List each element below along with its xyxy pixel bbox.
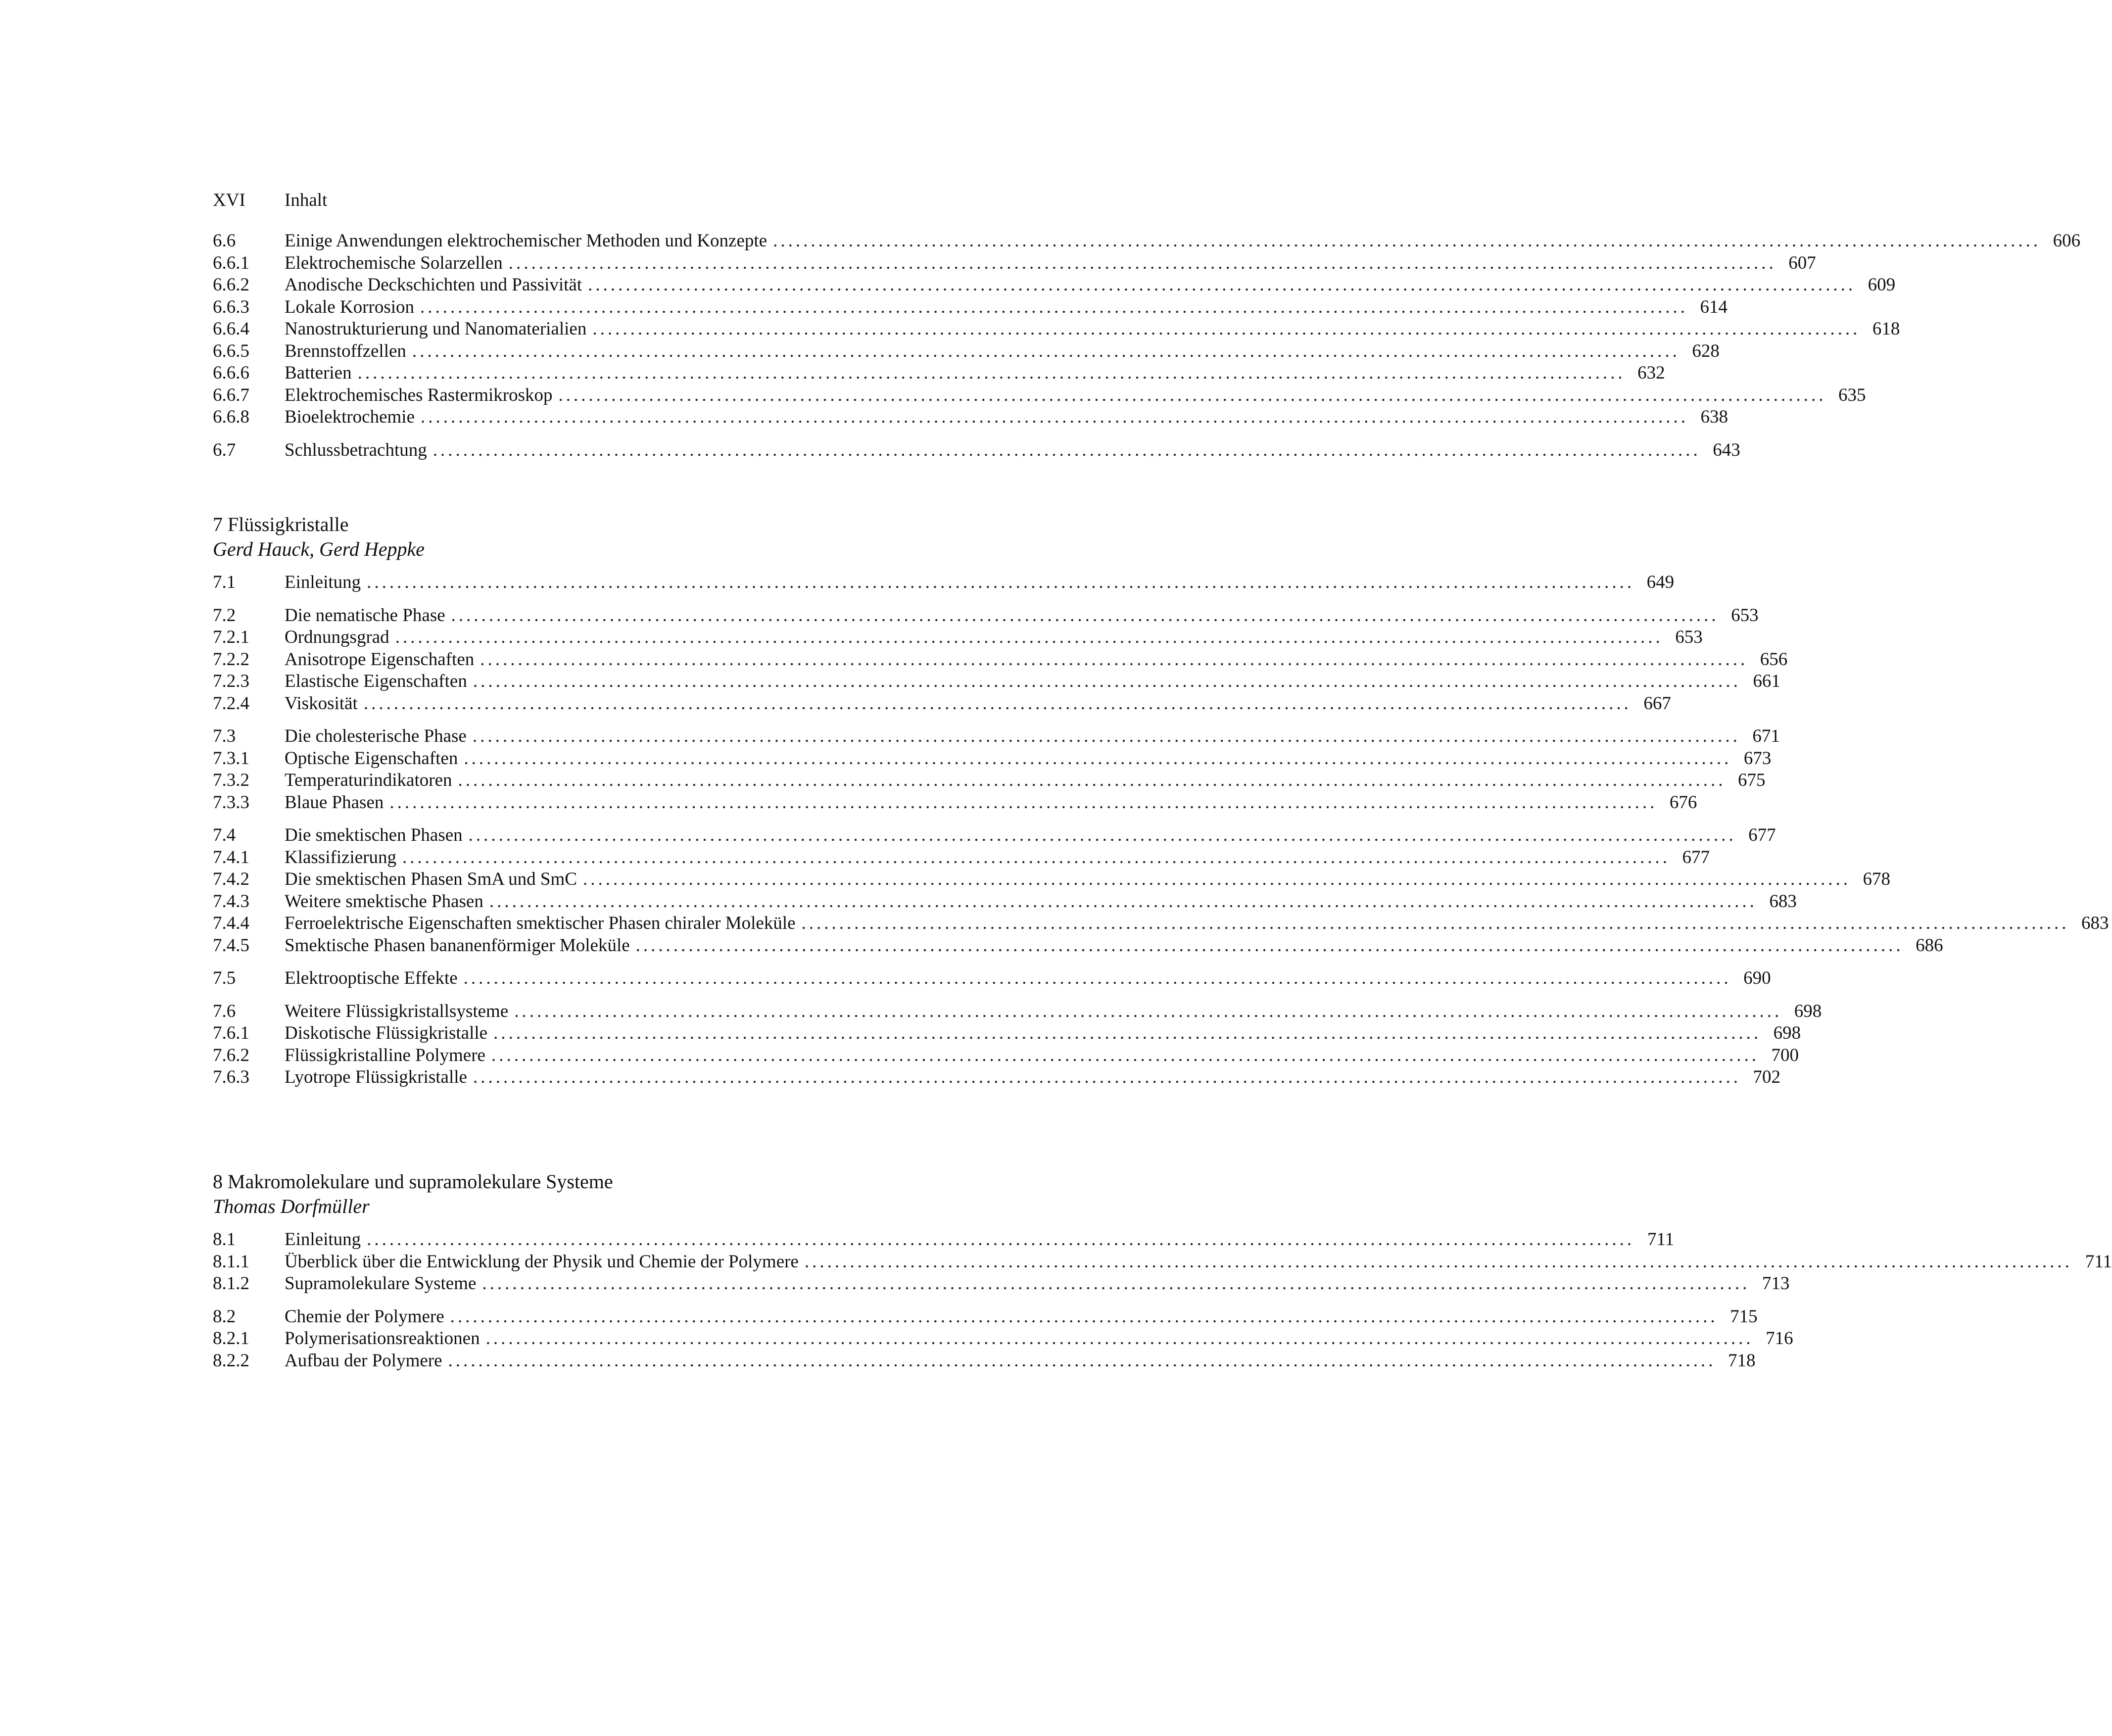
toc-entry: [213, 1001, 1822, 1023]
entry-number: 7.2: [213, 605, 236, 626]
entry-title: Lokale Korrosion: [285, 296, 415, 317]
entry-title: Die smektischen Phasen: [285, 825, 463, 845]
entry-page: 661: [1753, 671, 1780, 691]
entry-page: 635: [1838, 385, 1866, 405]
entry-number: 7.2.3: [213, 671, 249, 691]
toc-entry: [213, 868, 1890, 891]
entry-title: Die nematische Phase: [285, 605, 445, 626]
dot-leader: ........................................................................................................................................................................: [395, 627, 1663, 647]
entry-title: Weitere Flüssigkristallsysteme: [285, 1001, 509, 1021]
entry-title: Schlussbetrachtung: [285, 439, 427, 460]
dot-leader: ........................................................................................................................................................................: [473, 671, 1741, 691]
dot-leader: ........................................................................................................................................................................: [801, 913, 2069, 933]
dot-leader: ........................................................................................................................................................................: [582, 869, 1851, 889]
entry-page: 677: [1682, 847, 1710, 868]
entry-page: 686: [1916, 935, 1943, 956]
entry-number: 7.1: [213, 572, 236, 592]
entry-number: 7.2.2: [213, 649, 249, 670]
entry-title: Elektrooptische Effekte: [285, 968, 458, 988]
dot-leader: ........................................................................................................................................................................: [363, 693, 1632, 714]
dot-leader: ........................................................................................................................................................................: [804, 1251, 2072, 1272]
entry-title: Einleitung: [285, 1229, 361, 1250]
toc-entry: [213, 252, 1816, 275]
dot-leader: ........................................................................................................................................................................: [482, 1273, 1750, 1294]
dot-leader: ........................................................................................................................................................................: [592, 319, 1861, 339]
entry-number: 7.2.1: [213, 627, 249, 647]
toc-entry: [213, 572, 1675, 594]
entry-title: Weitere smektische Phasen: [285, 891, 483, 912]
entry-number: 7.6.3: [213, 1067, 249, 1087]
entry-title: Einige Anwendungen elektrochemischer Methoden und Konzepte: [285, 231, 768, 251]
entry-number: 8.1.1: [213, 1251, 249, 1272]
dot-leader: ........................................................................................................................................................................: [448, 1350, 1716, 1371]
entry-page: 690: [1743, 968, 1771, 988]
chapter-title: 8 Makromolekulare und supramolekulare Systeme: [213, 1170, 613, 1193]
dot-leader: ........................................................................................................................................................................: [451, 605, 1719, 626]
entry-title: Supramolekulare Systeme: [285, 1273, 477, 1294]
entry-number: 8.1: [213, 1229, 236, 1250]
entry-title: Anodische Deckschichten und Passivität: [285, 275, 582, 295]
toc-entry: [213, 1022, 1801, 1045]
entry-page: 607: [1788, 252, 1816, 273]
dot-leader: ........................................................................................................................................................................: [558, 385, 1826, 405]
entry-number: 6.6.3: [213, 296, 249, 317]
entry-number: 7.3: [213, 726, 236, 746]
toc-entry: [213, 847, 1710, 869]
entry-number: 7.6.1: [213, 1023, 249, 1043]
toc-entry: [213, 824, 1776, 847]
toc-entry: [213, 274, 1896, 296]
toc-entry: [213, 318, 1900, 340]
dot-leader: ........................................................................................................................................................................: [472, 726, 1740, 746]
dot-leader: ........................................................................................................................................................................: [463, 968, 1731, 988]
entry-page: 676: [1669, 792, 1697, 813]
toc-entry: [213, 340, 1720, 363]
entry-page: 698: [1794, 1001, 1822, 1021]
entry-page: 702: [1753, 1067, 1780, 1087]
entry-title: Temperaturindikatoren: [285, 770, 452, 790]
entry-page: 667: [1643, 693, 1671, 714]
dot-leader: ........................................................................................................................................................................: [458, 770, 1726, 790]
entry-number: 6.6.1: [213, 252, 249, 273]
toc-entry: [213, 1045, 1799, 1067]
entry-number: 7.6: [213, 1001, 236, 1021]
toc-entry: [213, 967, 1771, 990]
chapter-authors: Thomas Dorfmüller: [213, 1195, 370, 1217]
entry-number: 7.4.4: [213, 913, 249, 933]
entry-title: Smektische Phasen bananenförmiger Moleküle: [285, 935, 630, 956]
entry-title: Viskosität: [285, 693, 358, 714]
toc-chapter-8: [213, 1169, 2112, 1372]
chapter-title: 7 Flüssigkristalle: [213, 513, 349, 535]
entry-page: 683: [1769, 891, 1797, 912]
entry-title: Diskotische Flüssigkristalle: [285, 1023, 488, 1043]
toc-entry: [213, 1328, 1793, 1350]
toc-entry: [213, 439, 1740, 462]
entry-title: Die cholesterische Phase: [285, 726, 467, 746]
entry-title: Elektrochemisches Rastermikroskop: [285, 385, 553, 405]
dot-leader: ........................................................................................................................................................................: [412, 340, 1680, 361]
entry-number: 7.4.1: [213, 847, 249, 868]
entry-title: Ordnungsgrad: [285, 627, 389, 647]
toc-entry: [213, 935, 1943, 957]
entry-page: 716: [1766, 1328, 1793, 1349]
dot-leader: ........................................................................................................................................................................: [485, 1328, 1754, 1349]
entry-page: 614: [1700, 296, 1728, 317]
entry-title: Überblick über die Entwicklung der Physik und Chemie der Polymere: [285, 1251, 799, 1272]
toc-entry: [213, 627, 1703, 649]
entry-page: 673: [1743, 748, 1772, 769]
entry-page: 653: [1675, 627, 1703, 647]
entry-title: Elastische Eigenschaften: [285, 671, 467, 691]
dot-leader: ........................................................................................................................................................................: [493, 1023, 1762, 1043]
toc-entry: [213, 770, 1766, 792]
entry-number: 7.6.2: [213, 1045, 249, 1065]
toc-entry: [213, 1066, 1780, 1089]
entry-number: 8.2: [213, 1306, 236, 1327]
entry-title: Polymerisationsreaktionen: [285, 1328, 480, 1349]
toc-entry: [213, 1350, 1756, 1372]
toc-entry: [213, 913, 2109, 935]
entry-page: 656: [1760, 649, 1788, 670]
toc-entry: [213, 649, 1788, 671]
entry-page: 649: [1646, 572, 1675, 592]
entry-number: 7.2.4: [213, 693, 249, 714]
running-title: Inhalt: [285, 190, 328, 210]
entry-title: Flüssigkristalline Polymere: [285, 1045, 485, 1065]
entry-page: 638: [1700, 407, 1728, 427]
entry-number: 7.3.2: [213, 770, 249, 790]
entry-page: 671: [1752, 726, 1780, 746]
entry-page: 715: [1730, 1306, 1758, 1327]
dot-leader: ........................................................................................................................................................................: [357, 363, 1626, 383]
toc-entry: [213, 725, 1780, 748]
entry-page: 632: [1637, 363, 1665, 383]
entry-title: Nanostrukturierung und Nanomaterialien: [285, 319, 587, 339]
entry-number: 8.2.1: [213, 1328, 249, 1349]
entry-number: 7.4: [213, 825, 236, 845]
dot-leader: ........................................................................................................................................................................: [491, 1045, 1759, 1065]
entry-number: 6.6.2: [213, 275, 249, 295]
entry-title: Klassifizierung: [285, 847, 397, 868]
page-number: XVI: [213, 190, 245, 210]
toc-entry: [213, 605, 1759, 627]
chapter-authors: Gerd Hauck, Gerd Heppke: [213, 538, 425, 560]
toc-entry: [213, 296, 1728, 319]
dot-leader: ........................................................................................................................................................................: [432, 439, 1701, 460]
toc-entry: [213, 792, 1697, 814]
entry-page: 618: [1872, 319, 1900, 339]
entry-page: 683: [2081, 913, 2109, 933]
dot-leader: ........................................................................................................................................................................: [480, 649, 1748, 670]
entry-page: 643: [1713, 439, 1740, 460]
entry-page: 698: [1773, 1023, 1801, 1043]
entry-number: 8.1.2: [213, 1273, 249, 1294]
entry-title: Blaue Phasen: [285, 792, 384, 813]
entry-page: 677: [1748, 825, 1776, 845]
entry-title: Optische Eigenschaften: [285, 748, 458, 769]
entry-title: Batterien: [285, 363, 352, 383]
dot-leader: ........................................................................................................................................................................: [389, 792, 1658, 813]
dot-leader: ........................................................................................................................................................................: [402, 847, 1671, 868]
dot-leader: ........................................................................................................................................................................: [420, 296, 1688, 317]
dot-leader: ........................................................................................................................................................................: [635, 935, 1904, 956]
entry-number: 7.4.2: [213, 869, 249, 889]
toc-entry: [213, 748, 1772, 770]
entry-page: 713: [1762, 1273, 1790, 1294]
toc-section-6: [213, 230, 2081, 461]
entry-number: 7.4.5: [213, 935, 249, 956]
toc-entry: [213, 1229, 1675, 1251]
entry-page: 675: [1738, 770, 1766, 790]
dot-leader: ........................................................................................................................................................................: [450, 1306, 1718, 1327]
entry-page: 609: [1868, 275, 1896, 295]
toc-entry: [213, 1306, 1758, 1328]
entry-title: Lyotrope Flüssigkristalle: [285, 1067, 467, 1087]
toc-entry: [213, 1251, 2112, 1273]
entry-number: 6.6.4: [213, 319, 249, 339]
entry-title: Chemie der Polymere: [285, 1306, 444, 1327]
dot-leader: ........................................................................................................................................................................: [367, 572, 1635, 592]
entry-page: 700: [1771, 1045, 1799, 1065]
entry-title: Anisotrope Eigenschaften: [285, 649, 475, 670]
entry-number: 6.6.7: [213, 385, 249, 405]
toc-entry: [213, 230, 2081, 252]
entry-number: 6.6.6: [213, 363, 249, 383]
entry-number: 6.6.5: [213, 340, 249, 361]
entry-title: Brennstoffzellen: [285, 340, 406, 361]
toc-entry: [213, 693, 1671, 715]
entry-title: Aufbau der Polymere: [285, 1350, 442, 1371]
toc-entry: [213, 671, 1780, 693]
dot-leader: ........................................................................................................................................................................: [468, 825, 1736, 845]
dot-leader: ........................................................................................................................................................................: [421, 407, 1689, 427]
toc-entry: [213, 362, 1665, 385]
dot-leader: ........................................................................................................................................................................: [367, 1229, 1635, 1250]
entry-number: 6.6.8: [213, 407, 249, 427]
entry-title: Bioelektrochemie: [285, 407, 415, 427]
dot-leader: ........................................................................................................................................................................: [464, 748, 1732, 769]
toc-entry: [213, 891, 1797, 913]
entry-title: Einleitung: [285, 572, 361, 592]
entry-page: 606: [2053, 231, 2081, 251]
dot-leader: ........................................................................................................................................................................: [773, 231, 2041, 251]
running-header: [213, 190, 327, 211]
toc-entry: [213, 385, 1866, 407]
dot-leader: ........................................................................................................................................................................: [489, 891, 1757, 912]
entry-title: Die smektischen Phasen SmA und SmC: [285, 869, 577, 889]
dot-leader: ........................................................................................................................................................................: [473, 1067, 1741, 1087]
entry-page: 711: [2085, 1251, 2112, 1272]
entry-page: 628: [1692, 340, 1720, 361]
entry-title: Elektrochemische Solarzellen: [285, 252, 503, 273]
entry-number: 6.6: [213, 231, 236, 251]
entry-page: 678: [1863, 869, 1890, 889]
dot-leader: ........................................................................................................................................................................: [508, 252, 1776, 273]
toc-entry: [213, 1273, 1790, 1295]
entry-number: 8.2.2: [213, 1350, 249, 1371]
dot-leader: ........................................................................................................................................................................: [514, 1001, 1782, 1021]
entry-number: 7.4.3: [213, 891, 249, 912]
entry-page: 711: [1647, 1229, 1675, 1250]
entry-page: 718: [1728, 1350, 1756, 1371]
entry-number: 7.5: [213, 968, 236, 988]
dot-leader: ........................................................................................................................................................................: [588, 275, 1856, 295]
entry-number: 6.7: [213, 439, 236, 460]
entry-number: 7.3.3: [213, 792, 249, 813]
entry-page: 653: [1731, 605, 1759, 626]
toc-entry: [213, 406, 1728, 429]
entry-title: Ferroelektrische Eigenschaften smektischer Phasen chiraler Moleküle: [285, 913, 796, 933]
entry-number: 7.3.1: [213, 748, 249, 769]
toc-chapter-7: [213, 512, 2109, 1089]
